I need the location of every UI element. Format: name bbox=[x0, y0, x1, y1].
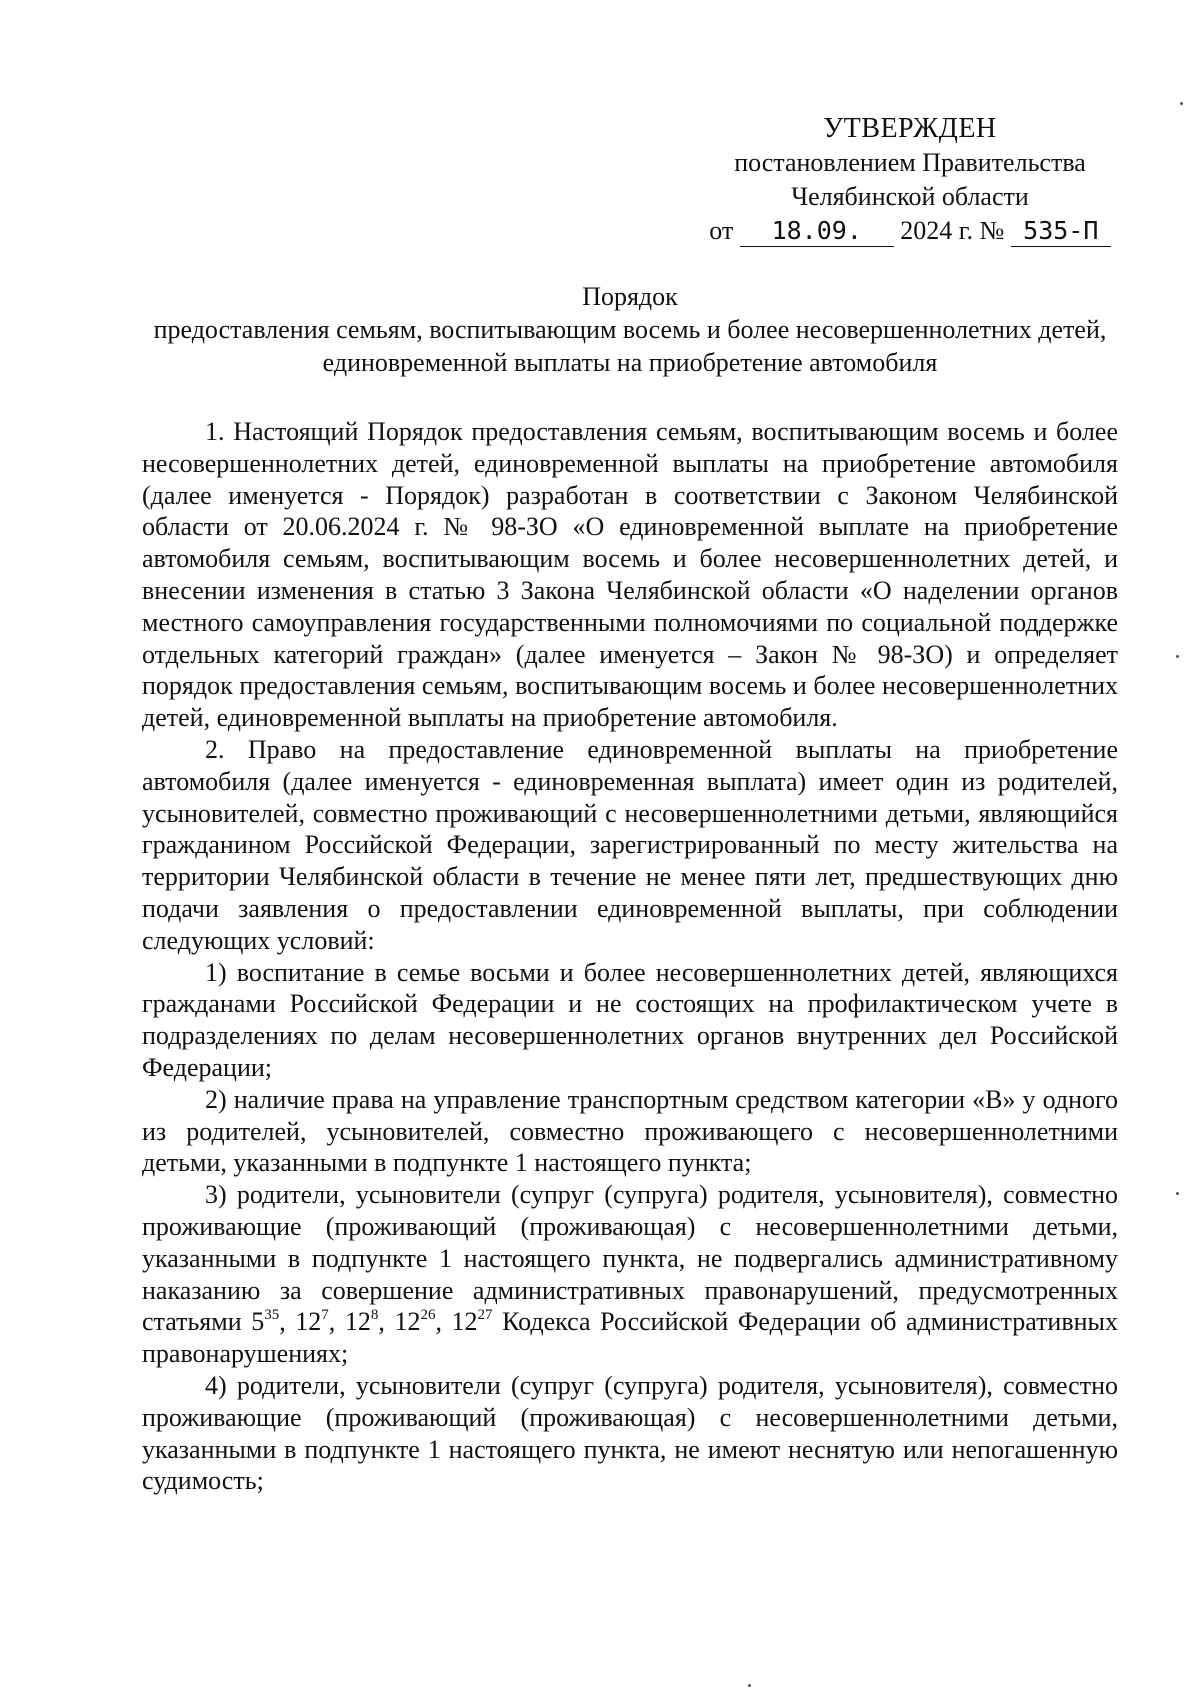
article-ref-4: $12^{26}$, bbox=[394, 1307, 452, 1337]
from-label: от bbox=[709, 216, 734, 245]
decree-date: 18.09. bbox=[740, 216, 894, 247]
title-line-1: Порядок bbox=[582, 282, 678, 311]
subparagraph-3 bbox=[142, 1179, 1118, 1370]
subparagraph-2: 2) наличие права на управление транспортным средством категории «В» у одного из родителей, усыновителей, совместно проживающего с несовершеннолетними детьми, указанными в подпункте 1 настоящего пункта; bbox=[142, 1084, 1118, 1178]
decree-number: 535-П bbox=[1011, 216, 1111, 247]
article-ref-3: $12^8$, bbox=[344, 1307, 395, 1337]
approval-date-line bbox=[700, 214, 1120, 248]
subparagraph-1: 1) воспитание в семье восьми и более несовершеннолетних детей, являющихся гражданами Российской Федерации и не состоящих на профилактическом учете в подразделениях по делам несовершеннолетних органов внутренних дел Российской Федерации; bbox=[142, 957, 1118, 1082]
article-ref-2: $12^7$, bbox=[295, 1307, 345, 1337]
subparagraph-4: 4) родители, усыновители (супруг (супруга) родителя, усыновителя), совместно проживающие (проживающий (проживающая) с несовершеннолетними детьми, указанными в подпункте 1 настоящего пункта, не имеют неснятую или непогашенную судимость; bbox=[142, 1370, 1118, 1496]
approval-line-2: Челябинской области bbox=[791, 182, 1029, 211]
paragraph-2: 2. Право на предоставление единовременной выплаты на приобретение автомобиля (далее именуется - единовременная выплата) имеет один из родителей, усыновителей, совместно проживающий с несовершеннолетними детьми, являющийся гражданином Российской Федерации, зарегистрированный по месту жительства на территории Челябинской области в течение не менее пяти лет, предшествующих дню подачи заявления о предоставлении единовременной выплаты, при соблюдении следующих условий: bbox=[142, 734, 1118, 955]
subparagraph-3-text-before: 3) родители, усыновители (супруг (супруга) родителя, усыновителя), совместно проживающие (проживающий (проживающая) с несовершеннолетними детьми, указанными в подпункте 1 настоящего пункта, не подвергались административному наказанию за совершение административных правонарушений, предусмотренных статьями bbox=[142, 1180, 1118, 1337]
scan-speck bbox=[1180, 102, 1183, 105]
approval-heading: УТВЕРЖДЕН bbox=[823, 113, 997, 144]
document-body bbox=[142, 416, 1118, 1497]
year-number-label: 2024 г. № bbox=[900, 216, 1005, 245]
document-title bbox=[140, 280, 1120, 379]
subparagraph-3-text-after: Кодекса Российской Федерации об административных правонарушениях; bbox=[142, 1307, 1119, 1369]
scan-speck bbox=[748, 1684, 751, 1687]
scan-speck bbox=[1176, 655, 1179, 658]
approval-stamp bbox=[700, 112, 1120, 248]
paragraph-1: 1. Настоящий Порядок предоставления семьям, воспитывающим восемь и более несовершеннолетних детей, единовременной выплаты на приобретение автомобиля (далее именуется - Порядок) разработан в соответствии с Законом Челябинской области от 20.06.2024 г. № 98-ЗО «О единовременной выплате на приобретение автомобиля семьям, воспитывающим восемь и более несовершеннолетних детей, и внесении изменения в статью 3 Закона Челябинской области «О наделении органов местного самоуправления государственными полномочиями по социальной поддержке отдельных категорий граждан» (далее именуется – Закон № 98-ЗО) и определяет порядок предоставления семьям, воспитывающим восемь и более несовершеннолетних детей, единовременной выплаты на приобретение автомобиля. bbox=[142, 417, 1118, 733]
approval-line-1: постановлением Правительства bbox=[734, 148, 1086, 177]
scan-speck bbox=[1176, 1192, 1179, 1195]
article-ref-1: $5^{35}$, bbox=[251, 1307, 296, 1337]
article-ref-5: $12^{27}$ bbox=[451, 1307, 493, 1337]
title-line-2: предоставления семьям, воспитывающим восемь и более несовершеннолетних детей, единовременной выплаты на приобретение автомобиля bbox=[153, 315, 1107, 377]
